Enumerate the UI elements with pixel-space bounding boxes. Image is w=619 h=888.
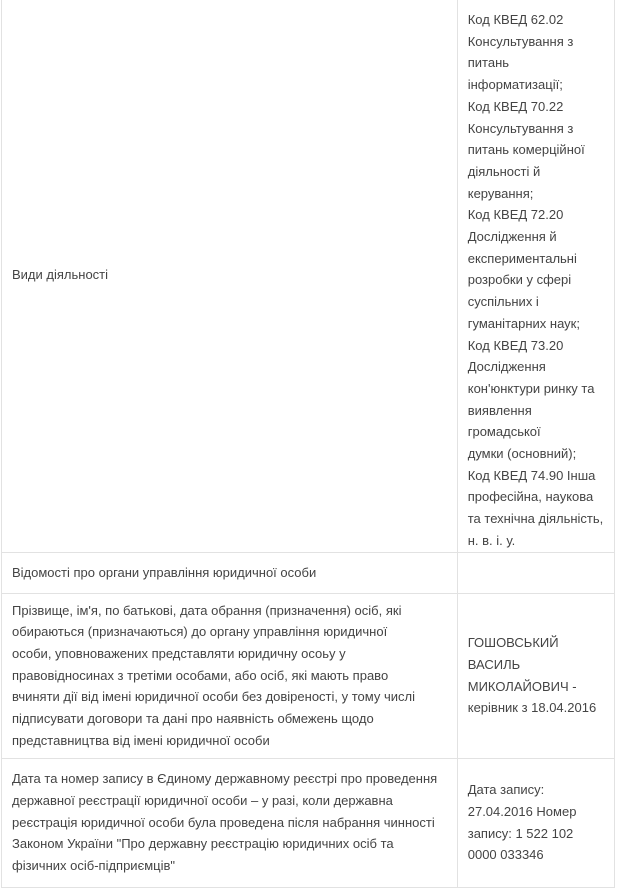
- activity-line: професійна, наукова: [467, 489, 594, 505]
- activity-line: Консультування з: [467, 33, 574, 49]
- activity-line: суспільних і: [467, 294, 539, 310]
- activity-line: питань комерційної: [467, 142, 585, 158]
- activity-line: та технічна діяльність,: [467, 511, 604, 527]
- activities-value: [457, 0, 614, 552]
- record-label: Дата та номер запису в Єдиному державному реєстрі про проведення державної реєстрації юридичної особи – у разі, коли державна реєстрація юридичної особи була проведена після набрання чинності Законом України "Про державну реєстрацію юридичних осіб та фізичних осіб-підприємців": [2, 758, 458, 887]
- activity-line: Код КВЕД 74.90 Інша: [467, 467, 596, 483]
- activity-line: Консультування з: [467, 120, 574, 136]
- record-value: Дата запису: 27.04.2016 Номер запису: 1 522 102 0000 033346: [457, 758, 614, 887]
- activity-line: кон'юнктури ринку та: [467, 380, 595, 396]
- activity-line: Код КВЕД 73.20: [467, 337, 564, 353]
- activity-line: керування;: [467, 185, 534, 201]
- activity-line: Код КВЕД 70.22: [467, 98, 564, 114]
- persons-value: ГОШОВСЬКИЙ ВАСИЛЬ МИКОЛАЙОВИЧ - керівник з 18.04.2016: [457, 593, 614, 758]
- table-row-activities: [2, 0, 615, 552]
- activity-line: Код КВЕД 72.20: [467, 207, 564, 223]
- management-label: Відомості про органи управління юридичної особи: [2, 552, 458, 593]
- management-value: [457, 552, 614, 593]
- registry-table: [1, 0, 615, 888]
- activity-line: діяльності й: [467, 163, 541, 179]
- activity-line: думки (основний);: [467, 446, 577, 462]
- activity-line: виявлення громадської: [467, 402, 541, 440]
- table-row-record: [2, 758, 615, 887]
- activities-label: Види діяльності: [2, 0, 458, 552]
- activity-line: Дослідження: [467, 359, 546, 375]
- activity-line: експериментальні: [467, 250, 577, 266]
- activity-line: гуманітарних наук;: [467, 315, 580, 331]
- activity-line: н. в. і. у.: [467, 532, 516, 548]
- table-row-management: [2, 552, 615, 593]
- activity-line: розробки у сфері: [467, 272, 572, 288]
- activities-value-lines: [468, 9, 604, 552]
- table-row-persons: [2, 593, 615, 758]
- activity-line: Дослідження й: [467, 229, 557, 245]
- persons-label: Прізвище, ім'я, по батькові, дата обрання (призначення) осіб, які обираються (призначаються) до органу управління юридичної особи, уповноважених представляти юридичну осоьу у правовідносинах з третіми особами, або осіб, які мають право вчиняти дії від імені юридичної особи без довіреності, у тому числі підписувати договори та дані про наявність обмежень щодо представництва від імені юридичної особи: [2, 593, 458, 758]
- activity-line: питань інформатизації;: [467, 55, 563, 93]
- activity-line: Код КВЕД 62.02: [467, 12, 564, 27]
